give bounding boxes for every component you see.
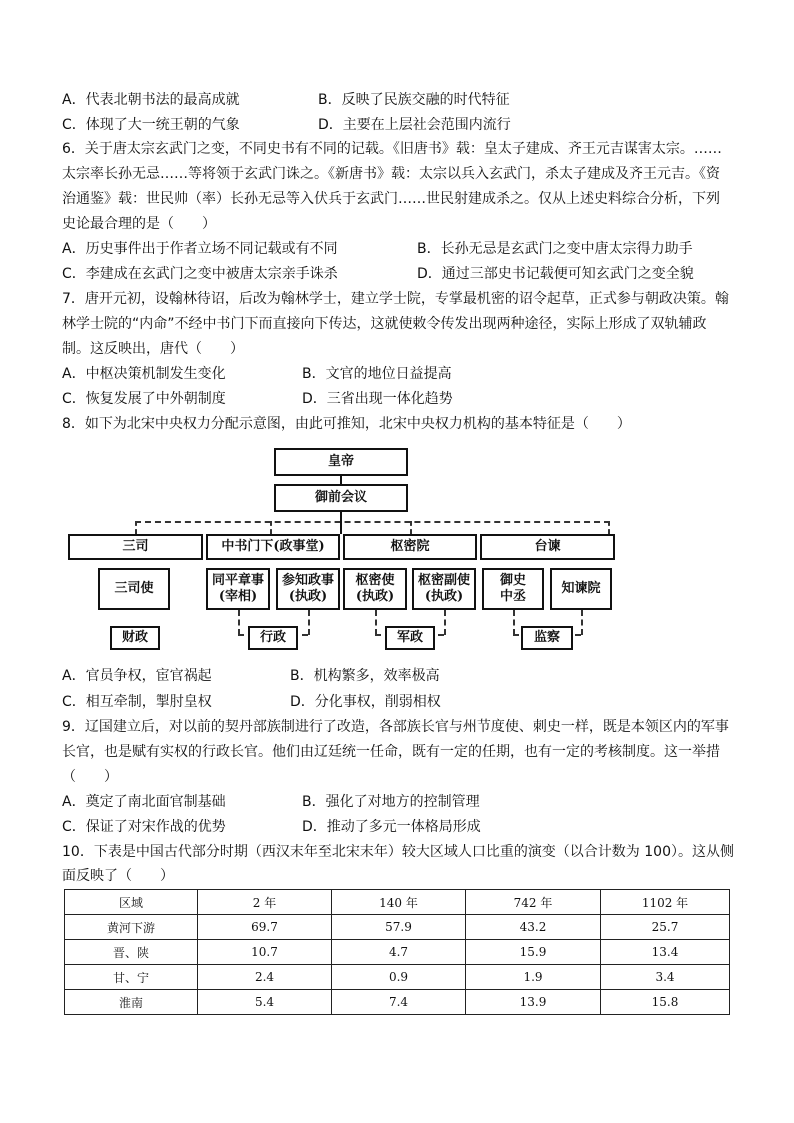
table-cell: 淮南 bbox=[65, 990, 198, 1015]
box-sansi: 三司 bbox=[68, 534, 203, 560]
q6-option-d: D．通过三部史书记载便可知玄武门之变全貌 bbox=[417, 266, 694, 282]
q6-stem-line: 治通鉴》载：世民帅（率）长孙无忌等入伏兵于玄武门……世民射建成杀之。仅从上述史料综合分析，下列 bbox=[62, 191, 720, 207]
table-cell: 5.4 bbox=[198, 990, 332, 1015]
q10-stem-line: 面反映了（ ） bbox=[62, 868, 174, 884]
q9-stem-line: （ ） bbox=[62, 769, 118, 785]
box-line: (执政) bbox=[355, 589, 395, 604]
table-cell: 13.9 bbox=[466, 990, 601, 1015]
box-line: (执政) bbox=[424, 589, 464, 604]
box-yushi bbox=[482, 568, 544, 610]
box-line: 御史 bbox=[499, 573, 526, 588]
q9-stem-line: 9．辽国建立后，对以前的契丹部族制进行了改造，各部族长官与州节度使、刺史一样，既是本领区内的军事 bbox=[62, 719, 729, 735]
table-row bbox=[65, 940, 730, 965]
table-cell: 7.4 bbox=[332, 990, 466, 1015]
box-junzheng: 军政 bbox=[385, 626, 435, 650]
box-taijian: 台谏 bbox=[480, 534, 615, 560]
box-shumi: 枢密院 bbox=[343, 534, 477, 560]
q9-option-b: B．强化了对地方的控制管理 bbox=[302, 794, 480, 810]
q5-option-c: C．体现了大一统王朝的气象 bbox=[62, 117, 240, 133]
dashed-connector bbox=[375, 610, 377, 635]
connector-line bbox=[340, 512, 342, 534]
dashed-connector bbox=[513, 610, 515, 635]
q8-option-a: A．官员争权，宦官祸起 bbox=[62, 668, 212, 684]
table-row bbox=[65, 990, 730, 1015]
table-cell: 15.9 bbox=[466, 940, 601, 965]
box-line: (执政) bbox=[288, 589, 328, 604]
q10-stem-line: 10．下表是中国古代部分时期（西汉末年至北宋末年）较大区域人口比重的演变（以合计数为 100）。这从侧 bbox=[62, 844, 734, 860]
table-cell: 15.8 bbox=[601, 990, 730, 1015]
box-shumishi bbox=[343, 568, 407, 610]
q7-stem-line: 7．唐开元初，设翰林待诏，后改为翰林学士，建立学士院，专掌最机密的诏令起草，正式参与朝政决策。翰 bbox=[62, 291, 729, 307]
q9-stem-line: 长官，也是赋有实权的行政长官。他们由辽廷统一任命，既有一定的任期，也有一定的考核制度。这一举措 bbox=[62, 744, 720, 760]
table-header-cell: 1102 年 bbox=[601, 890, 730, 915]
dashed-connector bbox=[238, 610, 240, 635]
box-sansishi: 三司使 bbox=[98, 568, 170, 610]
dashed-connector bbox=[308, 610, 310, 635]
box-canzhi bbox=[276, 568, 340, 610]
q5-option-d: D．主要在上层社会范围内流行 bbox=[318, 117, 511, 133]
table-cell: 10.7 bbox=[198, 940, 332, 965]
q7-option-c: C．恢复发展了中外朝制度 bbox=[62, 391, 226, 407]
q6-stem-line: 史论最合理的是（ ） bbox=[62, 216, 216, 232]
q6-stem-line: 太宗率长孙无忌……等将领于玄武门诛之。《新唐书》载：太宗以兵入玄武门，杀太子建成及齐王元吉。《资 bbox=[62, 166, 720, 182]
table-cell: 甘、宁 bbox=[65, 965, 198, 990]
box-line: 枢密使 bbox=[355, 573, 395, 588]
box-line: (宰相) bbox=[218, 589, 258, 604]
population-table bbox=[64, 889, 730, 1015]
q7-option-d: D．三省出现一体化趋势 bbox=[302, 391, 453, 407]
q5-option-a: A．代表北朝书法的最高成就 bbox=[62, 92, 240, 108]
table-row bbox=[65, 915, 730, 940]
q8-option-b: B．机构繁多，效率极高 bbox=[290, 668, 440, 684]
table-cell: 0.9 bbox=[332, 965, 466, 990]
q9-option-d: D．推动了多元一体格局形成 bbox=[302, 819, 481, 835]
table-cell: 57.9 bbox=[332, 915, 466, 940]
box-fushi bbox=[412, 568, 476, 610]
box-tongping bbox=[206, 568, 270, 610]
box-line: 参知政事 bbox=[281, 573, 334, 588]
dashed-connector bbox=[135, 521, 137, 534]
table-cell: 4.7 bbox=[332, 940, 466, 965]
q9-option-c: C．保证了对宋作战的优势 bbox=[62, 819, 226, 835]
q7-option-b: B．文官的地位日益提高 bbox=[302, 366, 452, 382]
dashed-connector bbox=[608, 521, 610, 534]
table-cell: 3.4 bbox=[601, 965, 730, 990]
q6-option-a: A．历史事件出于作者立场不同记载或有不同 bbox=[62, 241, 338, 257]
table-cell: 13.4 bbox=[601, 940, 730, 965]
table-cell: 25.7 bbox=[601, 915, 730, 940]
dashed-connector bbox=[135, 521, 610, 523]
table-cell: 43.2 bbox=[466, 915, 601, 940]
dashed-connector bbox=[581, 610, 583, 635]
table-header-cell: 742 年 bbox=[466, 890, 601, 915]
table-row bbox=[65, 965, 730, 990]
q9-option-a: A．奠定了南北面官制基础 bbox=[62, 794, 226, 810]
table-header-cell: 区域 bbox=[65, 890, 198, 915]
q8-option-d: D．分化事权，削弱相权 bbox=[290, 694, 441, 710]
box-line: 同平章事 bbox=[211, 573, 264, 588]
q6-option-c: C．李建成在玄武门之变中被唐太宗亲手诛杀 bbox=[62, 266, 338, 282]
q7-stem-line: 制。这反映出，唐代（ ） bbox=[62, 341, 244, 357]
q8-stem: 8．如下为北宋中央权力分配示意图，由此可推知，北宋中央权力机构的基本特征是（ ） bbox=[62, 416, 631, 432]
q6-option-b: B．长孙无忌是玄武门之变中唐太宗得力助手 bbox=[417, 241, 693, 257]
box-line: 枢密副使 bbox=[417, 573, 470, 588]
dashed-connector bbox=[270, 521, 272, 534]
box-jiancha: 监察 bbox=[521, 626, 573, 650]
table-cell: 黄河下游 bbox=[65, 915, 198, 940]
box-zhongshu: 中书门下(政事堂) bbox=[206, 534, 340, 560]
box-caizheng: 财政 bbox=[110, 626, 160, 650]
connector-line bbox=[340, 476, 342, 484]
box-xingzheng: 行政 bbox=[248, 626, 298, 650]
q7-option-a: A．中枢决策机制发生变化 bbox=[62, 366, 226, 382]
box-line: 中丞 bbox=[499, 589, 526, 604]
table-header-row bbox=[65, 890, 730, 915]
dashed-connector bbox=[410, 521, 412, 534]
table-header-cell: 2 年 bbox=[198, 890, 332, 915]
box-zhijian: 知谏院 bbox=[550, 568, 612, 610]
table-cell: 2.4 bbox=[198, 965, 332, 990]
q6-stem-line: 6．关于唐太宗玄武门之变，不同史书有不同的记载。《旧唐书》载：皇太子建成、齐王元吉谋害太宗。…… bbox=[62, 141, 722, 157]
table-cell: 1.9 bbox=[466, 965, 601, 990]
q5-option-b: B．反映了民族交融的时代特征 bbox=[318, 92, 510, 108]
q8-option-c: C．相互牵制，掣肘皇权 bbox=[62, 694, 212, 710]
table-cell: 晋、陕 bbox=[65, 940, 198, 965]
box-council: 御前会议 bbox=[274, 484, 408, 512]
box-emperor: 皇帝 bbox=[274, 448, 408, 476]
table-cell: 69.7 bbox=[198, 915, 332, 940]
dashed-connector bbox=[444, 610, 446, 635]
q7-stem-line: 林学士院的“内命”不经中书门下而直接向下传达，这就使敕令传发出现两种途径，实际上形成了双轨辅政 bbox=[62, 316, 707, 332]
table-header-cell: 140 年 bbox=[332, 890, 466, 915]
